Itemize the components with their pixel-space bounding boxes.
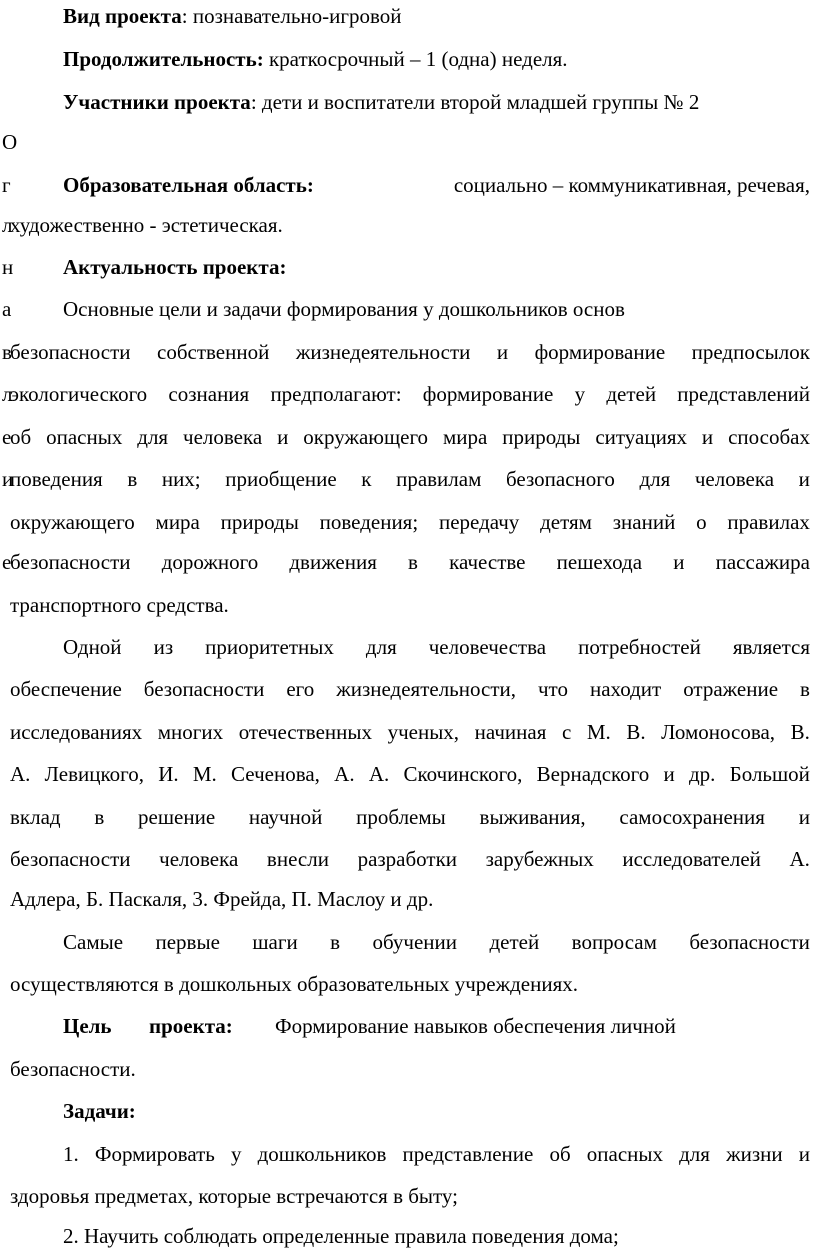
paragraph-line: Одной из приоритетных для человечества потребностей является — [63, 635, 810, 659]
goal-label-1: Цель — [63, 1014, 112, 1038]
task-item-continuation: здоровья предметах, которые встречаются в быту; — [10, 1184, 458, 1208]
paragraph-line: об опасных для человека и окружающего мира природы ситуациях и способах — [10, 425, 810, 449]
side-letter: а — [2, 297, 12, 321]
side-letter: в — [2, 340, 12, 364]
project-type-value: : познавательно-игровой — [181, 4, 402, 28]
side-letter: г — [2, 173, 11, 197]
side-letter: и — [2, 467, 14, 491]
paragraph-line: осуществляются в дошкольных образовательных учреждениях. — [10, 972, 578, 996]
paragraph-line: безопасности человека внесли разработки зарубежных исследователей А. — [10, 847, 810, 871]
paragraph-line: безопасности собственной жизнедеятельности и формирование предпосылок — [10, 340, 810, 364]
project-participants-label: Участники проекта — [63, 90, 251, 114]
paragraph-line: поведения в них; приобщение к правилам безопасного для человека и — [10, 467, 810, 491]
paragraph-line: Адлера, Б. Паскаля, 3. Фрейда, П. Маслоу и др. — [10, 887, 434, 911]
paragraph-line: вклад в решение научной проблемы выживания, самосохранения и — [10, 805, 810, 829]
side-letter: л — [2, 213, 13, 237]
project-area-label: Образовательная область: — [63, 173, 314, 197]
side-letter: е — [2, 550, 12, 574]
project-duration-label: Продолжительность: — [63, 47, 264, 71]
goal-label-line — [149, 1013, 233, 1039]
side-letter: л — [2, 382, 13, 406]
paragraph-line: А. Левицкого, И. М. Сеченова, А. А. Скочинского, Вернадского и др. Большой — [10, 762, 810, 786]
paragraph-line: безопасности дорожного движения в качестве пешехода и пассажира — [10, 550, 810, 574]
project-area-value: социально – коммуникативная, речевая, — [453, 173, 810, 197]
side-letter: н — [2, 255, 14, 279]
project-type-line — [63, 3, 402, 29]
project-participants-value: : дети и воспитатели второй младшей группы № 2 — [250, 90, 700, 114]
paragraph-line: экологического сознания предполагают: формирование у детей представлений — [10, 382, 810, 406]
tasks-heading: Задачи: — [63, 1099, 136, 1123]
side-letter: е — [2, 425, 12, 449]
side-letter: О — [2, 130, 18, 154]
paragraph-line: исследованиях многих отечественных ученых, начиная с М. В. Ломоносова, В. — [10, 720, 810, 744]
goal-continuation: безопасности. — [10, 1057, 136, 1081]
task-item: 2. Научить соблюдать определенные правила поведения дома; — [63, 1224, 619, 1248]
goal-text-line: Формирование навыков обеспечения личной — [275, 1014, 676, 1038]
paragraph-line: транспортного средства. — [10, 593, 229, 617]
project-duration-line — [63, 46, 568, 72]
task-item: 1. Формировать у дошкольников представление об опасных для жизни и — [63, 1142, 810, 1166]
project-area-continuation: художественно - эстетическая. — [10, 213, 283, 237]
project-area-line — [63, 172, 810, 198]
project-participants-line — [63, 89, 699, 115]
paragraph-line: окружающего мира природы поведения; передачу детям знаний о правилах — [10, 510, 810, 534]
paragraph-line: Основные цели и задачи формирования у дошкольников основ — [63, 297, 625, 321]
goal-label-2: проекта: — [149, 1014, 233, 1038]
paragraph-line: обеспечение безопасности его жизнедеятельности, что находит отражение в — [10, 677, 810, 701]
goal-line — [63, 1013, 112, 1039]
relevance-heading: Актуальность проекта: — [63, 255, 287, 279]
project-type-label: Вид проекта — [63, 4, 182, 28]
project-duration-value: краткосрочный – 1 (одна) неделя. — [263, 47, 568, 71]
paragraph-line: Самые первые шаги в обучении детей вопросам безопасности — [63, 930, 810, 954]
